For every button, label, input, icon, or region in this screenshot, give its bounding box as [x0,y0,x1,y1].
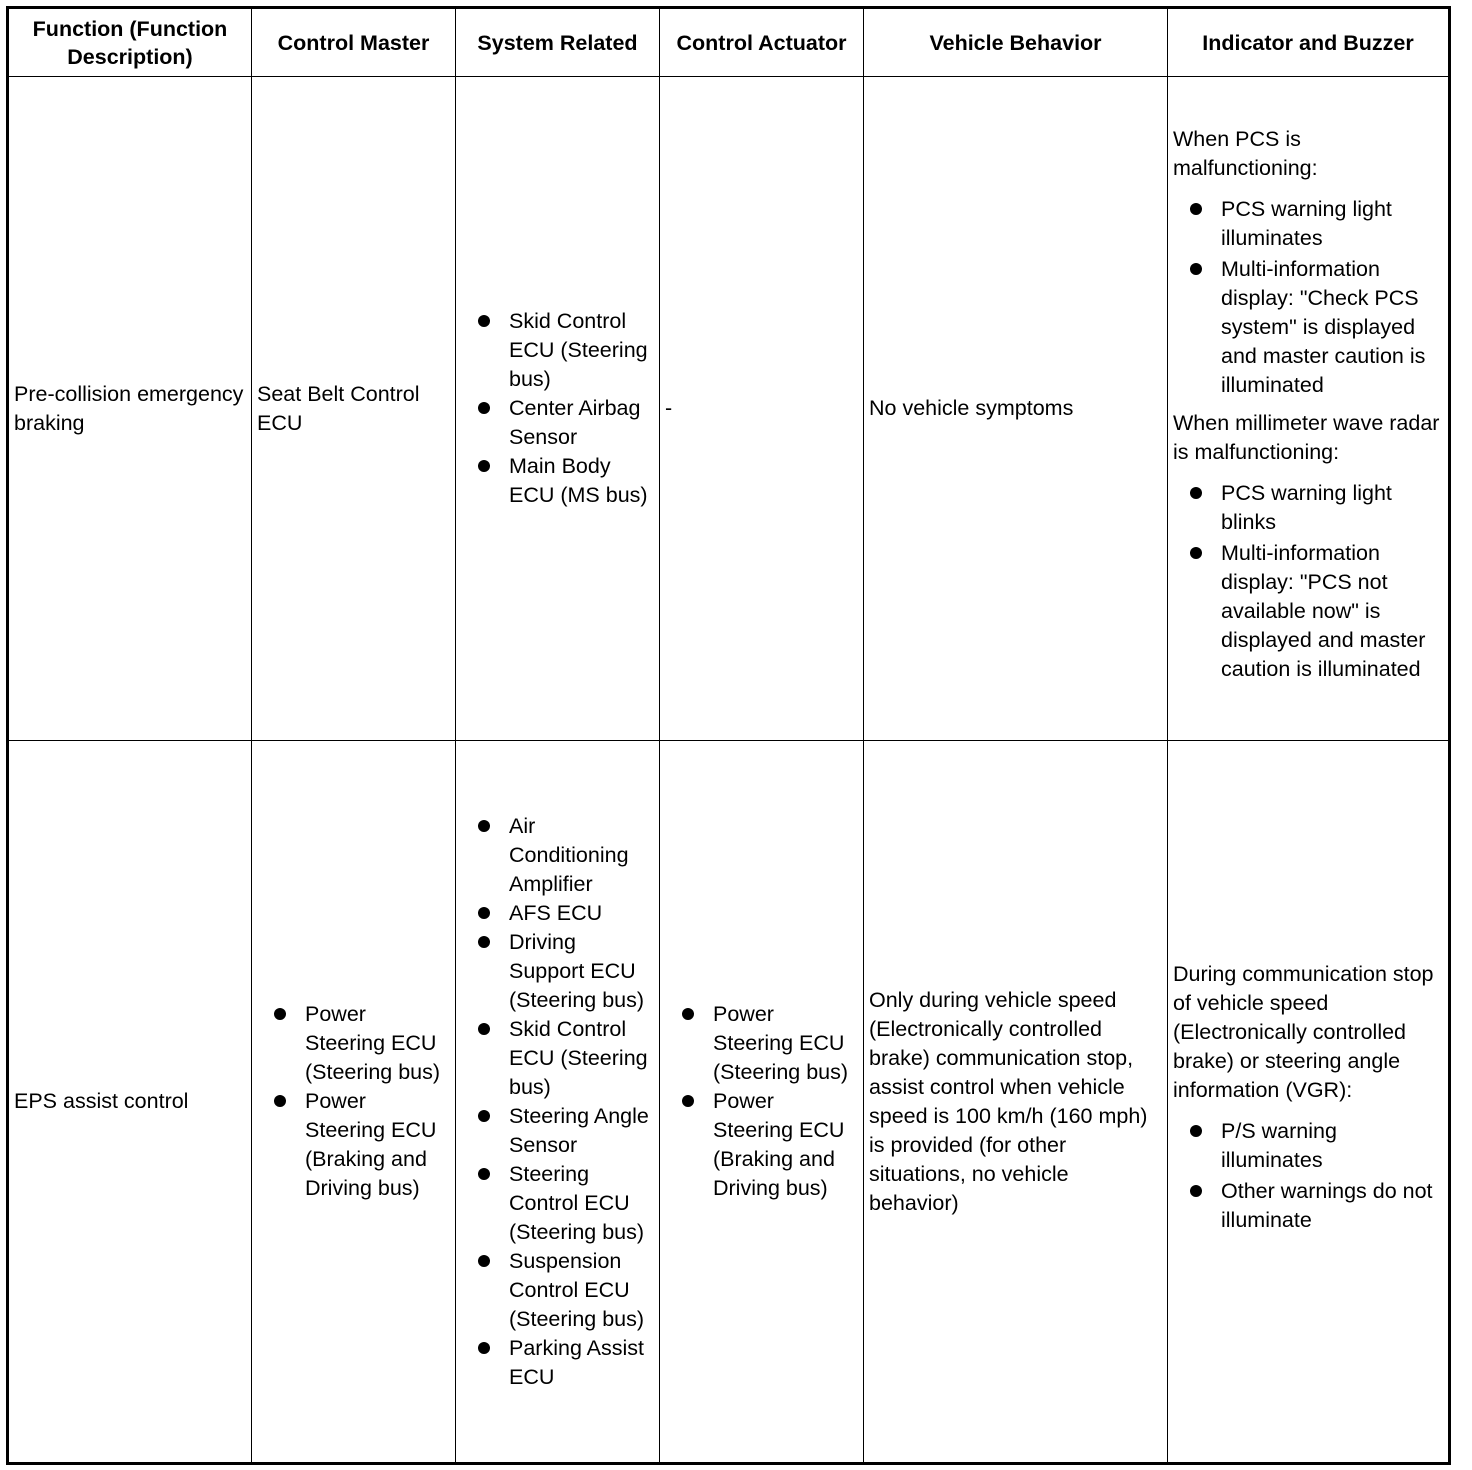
list-item: Main Body ECU (MS bus) [509,452,654,510]
list-item: Center Airbag Sensor [509,394,654,452]
cell-indicator-buzzer [1168,77,1450,741]
cell-control-master [252,741,456,1464]
cell-control-actuator: - [660,77,864,741]
indicator-intro: During communication stop of vehicle speed (Electronically controlled brake) or steering angle information (VGR): [1173,961,1434,1102]
header-vehicle-behavior: Vehicle Behavior [864,8,1168,77]
list-item: Power Steering ECU (Steering bus) [305,1000,450,1087]
list-item: PCS warning light blinks [1221,479,1443,537]
function-table [6,6,1451,1465]
header-system-related: System Related [456,8,660,77]
list-item: Power Steering ECU (Steering bus) [713,1000,858,1087]
table-row [8,77,1450,741]
header-indicator-buzzer: Indicator and Buzzer [1168,8,1450,77]
list-item: Steering Control ECU (Steering bus) [509,1160,654,1247]
cell-function: EPS assist control [8,741,252,1464]
cell-indicator-buzzer [1168,741,1450,1464]
list-item: Power Steering ECU (Braking and Driving bus) [305,1087,450,1203]
list-item: Driving Support ECU (Steering bus) [509,928,654,1015]
header-control-master: Control Master [252,8,456,77]
cell-vehicle-behavior: No vehicle symptoms [864,77,1168,741]
list-item: Air Conditioning Amplifier [509,812,654,899]
cell-system-related [456,741,660,1464]
cell-control-actuator [660,741,864,1464]
table-row [8,741,1450,1464]
list-item: Power Steering ECU (Braking and Driving bus) [713,1087,858,1203]
list-item: Steering Angle Sensor [509,1102,654,1160]
list-item: Suspension Control ECU (Steering bus) [509,1247,654,1334]
list-item: AFS ECU [509,899,654,928]
cell-function: Pre-collision emergency braking [8,77,252,741]
list-item: Other warnings do not illuminate [1221,1177,1443,1235]
header-control-actuator: Control Actuator [660,8,864,77]
header-row [8,8,1450,77]
header-function: Function (Function Description) [8,8,252,77]
cell-vehicle-behavior: Only during vehicle speed (Electronically controlled brake) communication stop, assist control when vehicle speed is 100 km/h (160 mph) is provided (for other situations, no vehicle behavior) [864,741,1168,1464]
indicator-intro: When millimeter wave radar is malfunctioning: [1173,410,1440,464]
list-item: Multi-information display: "Check PCS system" is displayed and master caution is illuminated [1221,255,1443,400]
list-item: PCS warning light illuminates [1221,195,1443,253]
cell-system-related [456,77,660,741]
indicator-intro: When PCS is malfunctioning: [1173,126,1318,180]
list-item: Skid Control ECU (Steering bus) [509,307,654,394]
list-item: Multi-information display: "PCS not available now" is displayed and master caution is illuminated [1221,539,1443,684]
list-item: P/S warning illuminates [1221,1117,1443,1175]
list-item: Parking Assist ECU [509,1334,654,1392]
list-item: Skid Control ECU (Steering bus) [509,1015,654,1102]
cell-control-master: Seat Belt Control ECU [252,77,456,741]
